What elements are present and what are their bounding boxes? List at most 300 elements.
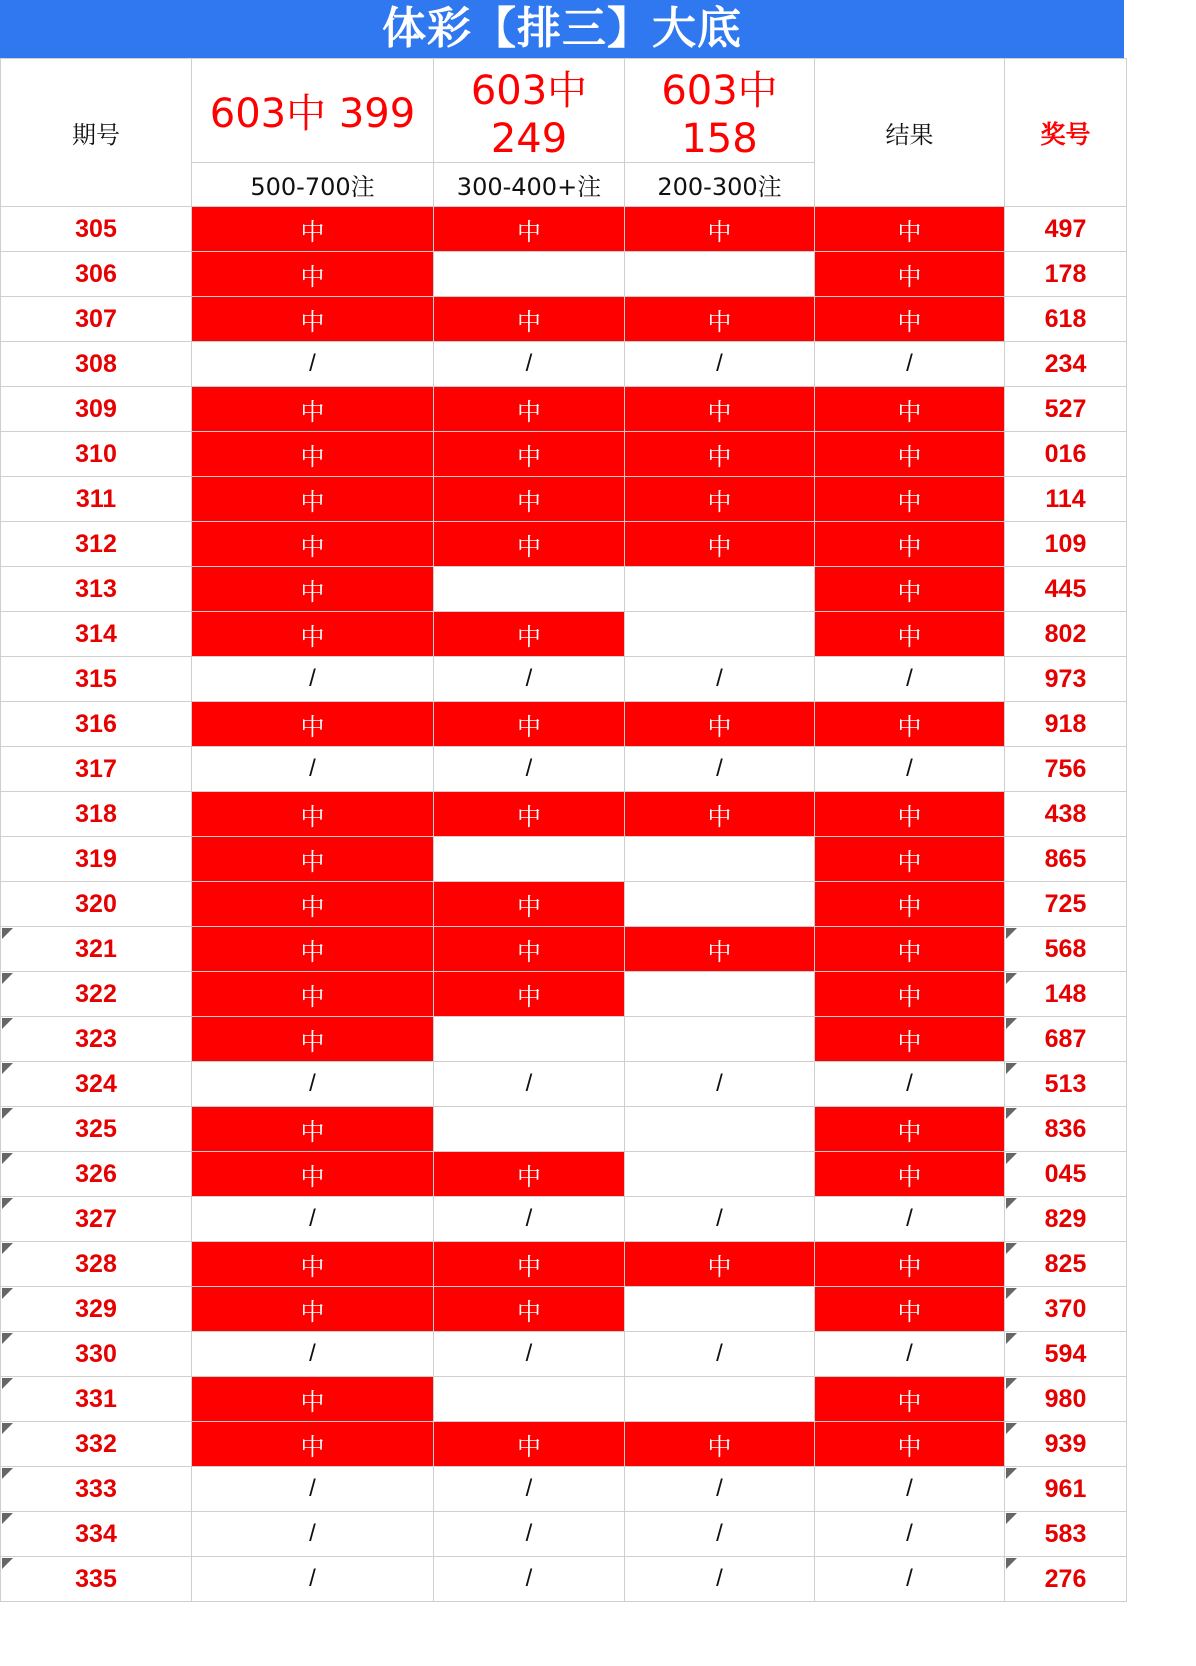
comment-indicator-icon — [2, 928, 13, 939]
plan-3-cell[interactable]: 中 — [625, 522, 815, 567]
table-row — [1, 1557, 1127, 1602]
period-value: 321 — [75, 934, 117, 963]
award-cell[interactable] — [1005, 342, 1127, 387]
plan-3-cell[interactable]: 中 — [625, 387, 815, 432]
period-cell[interactable] — [1, 342, 192, 387]
plan-1-cell[interactable]: / — [192, 1062, 434, 1107]
period-cell[interactable] — [1, 1332, 192, 1377]
table-row — [1, 207, 1127, 252]
plan-2-cell[interactable]: 中 — [434, 432, 625, 477]
award-cell[interactable] — [1005, 1152, 1127, 1197]
result-cell[interactable]: 中 — [815, 1377, 1005, 1422]
period-cell[interactable] — [1, 657, 192, 702]
period-cell[interactable] — [1, 522, 192, 567]
plan-3-cell[interactable]: 中 — [625, 792, 815, 837]
table-row — [1, 1512, 1127, 1557]
award-cell[interactable] — [1005, 882, 1127, 927]
plan-3-cell[interactable] — [625, 837, 815, 882]
award-cell[interactable] — [1005, 1242, 1127, 1287]
award-value: 836 — [1044, 1114, 1087, 1143]
result-cell[interactable]: 中 — [815, 252, 1005, 297]
period-cell[interactable] — [1, 207, 192, 252]
table-row — [1, 612, 1127, 657]
plan-2-cell[interactable]: 中 — [434, 1287, 625, 1332]
result-cell[interactable]: / — [815, 747, 1005, 792]
plan-2-cell[interactable] — [434, 1377, 625, 1422]
table-row — [1, 792, 1127, 837]
period-value: 326 — [75, 1159, 117, 1188]
plan-1-cell[interactable]: 中 — [192, 1152, 434, 1197]
period-cell[interactable] — [1, 792, 192, 837]
plan-1-cell[interactable]: 中 — [192, 972, 434, 1017]
award-cell[interactable] — [1005, 1287, 1127, 1332]
plan-3-cell[interactable]: 中 — [625, 927, 815, 972]
award-cell[interactable] — [1005, 792, 1127, 837]
plan-1-cell[interactable]: / — [192, 657, 434, 702]
table-row — [1, 1152, 1127, 1197]
plan-3-cell[interactable]: / — [625, 657, 815, 702]
plan-1-cell[interactable]: 中 — [192, 297, 434, 342]
period-cell[interactable] — [1, 477, 192, 522]
result-cell[interactable]: 中 — [815, 882, 1005, 927]
comment-indicator-icon — [1006, 1063, 1017, 1074]
award-cell[interactable] — [1005, 1377, 1127, 1422]
period-cell[interactable] — [1, 1197, 192, 1242]
period-value: 308 — [75, 349, 117, 378]
plan-3-cell[interactable]: / — [625, 1557, 815, 1602]
plan-1-cell[interactable]: 中 — [192, 432, 434, 477]
award-value: 568 — [1044, 934, 1087, 963]
period-cell[interactable] — [1, 972, 192, 1017]
result-cell[interactable]: 中 — [815, 1152, 1005, 1197]
comment-indicator-icon — [2, 1198, 13, 1209]
plan-1-cell[interactable]: / — [192, 1332, 434, 1377]
plan-1-cell[interactable]: 中 — [192, 1287, 434, 1332]
comment-indicator-icon — [1006, 1108, 1017, 1119]
result-cell[interactable]: 中 — [815, 1422, 1005, 1467]
award-value: 583 — [1044, 1519, 1087, 1548]
award-cell[interactable] — [1005, 252, 1127, 297]
table-row — [1, 702, 1127, 747]
plan-2-cell[interactable]: / — [434, 747, 625, 792]
period-cell[interactable] — [1, 927, 192, 972]
table-row — [1, 927, 1127, 972]
plan-2-cell[interactable]: 中 — [434, 972, 625, 1017]
plan-3-cell[interactable]: 中 — [625, 702, 815, 747]
table-row — [1, 972, 1127, 1017]
plan-1-cell[interactable]: / — [192, 747, 434, 792]
award-cell[interactable] — [1005, 837, 1127, 882]
result-cell[interactable]: 中 — [815, 612, 1005, 657]
result-cell[interactable]: 中 — [815, 792, 1005, 837]
plan-2-cell[interactable]: 中 — [434, 882, 625, 927]
plan-1-cell[interactable]: / — [192, 342, 434, 387]
period-cell[interactable] — [1, 297, 192, 342]
table-row — [1, 1017, 1127, 1062]
plan-3-cell[interactable] — [625, 1152, 815, 1197]
award-cell[interactable] — [1005, 1557, 1127, 1602]
plan-2-cell[interactable]: / — [434, 1197, 625, 1242]
comment-indicator-icon — [1006, 1423, 1017, 1434]
table-row — [1, 747, 1127, 792]
table-row — [1, 1062, 1127, 1107]
comment-indicator-icon — [2, 973, 13, 984]
award-value: 234 — [1044, 349, 1087, 378]
plan-1-cell[interactable]: 中 — [192, 612, 434, 657]
comment-indicator-icon — [2, 1558, 13, 1569]
award-value: 513 — [1044, 1069, 1087, 1098]
award-value: 865 — [1044, 844, 1087, 873]
period-cell[interactable] — [1, 1062, 192, 1107]
period-cell[interactable] — [1, 1512, 192, 1557]
plan-name-2: 603中249 — [434, 59, 625, 163]
plan-2-cell[interactable] — [434, 1107, 625, 1152]
plan-2-cell[interactable] — [434, 252, 625, 297]
comment-indicator-icon — [2, 1333, 13, 1344]
award-cell[interactable] — [1005, 1332, 1127, 1377]
table-row — [1, 297, 1127, 342]
result-cell[interactable]: / — [815, 1512, 1005, 1557]
period-cell[interactable] — [1, 567, 192, 612]
plan-1-cell[interactable]: 中 — [192, 702, 434, 747]
period-cell[interactable] — [1, 1467, 192, 1512]
award-cell[interactable] — [1005, 1197, 1127, 1242]
period-cell[interactable] — [1, 387, 192, 432]
plan-1-cell[interactable]: 中 — [192, 1377, 434, 1422]
plan-2-cell[interactable] — [434, 837, 625, 882]
plan-2-cell[interactable]: 中 — [434, 927, 625, 972]
plan-3-cell[interactable] — [625, 972, 815, 1017]
plan-2-cell[interactable]: / — [434, 657, 625, 702]
plan-3-cell[interactable]: / — [625, 1197, 815, 1242]
award-cell[interactable] — [1005, 567, 1127, 612]
plan-3-cell[interactable]: 中 — [625, 432, 815, 477]
plan-1-cell[interactable]: 中 — [192, 837, 434, 882]
period-value: 324 — [75, 1069, 117, 1098]
period-value: 335 — [75, 1564, 117, 1593]
table-row — [1, 1197, 1127, 1242]
period-cell[interactable] — [1, 252, 192, 297]
period-header: 期号 — [1, 59, 192, 207]
comment-indicator-icon — [2, 1153, 13, 1164]
period-cell[interactable] — [1, 1242, 192, 1287]
award-cell[interactable] — [1005, 1422, 1127, 1467]
period-value: 327 — [75, 1204, 117, 1233]
award-value: 497 — [1044, 214, 1087, 243]
plan-range-3: 200-300注 — [625, 163, 815, 207]
result-cell[interactable]: / — [815, 1197, 1005, 1242]
plan-2-cell[interactable]: / — [434, 1467, 625, 1512]
award-value: 961 — [1044, 1474, 1087, 1503]
award-cell[interactable] — [1005, 207, 1127, 252]
plan-1-cell[interactable]: 中 — [192, 927, 434, 972]
plan-1-cell[interactable]: / — [192, 1557, 434, 1602]
comment-indicator-icon — [1006, 973, 1017, 984]
plan-2-cell[interactable]: / — [434, 1557, 625, 1602]
result-cell[interactable]: 中 — [815, 567, 1005, 612]
plan-3-cell[interactable] — [625, 882, 815, 927]
plan-2-cell[interactable]: 中 — [434, 1242, 625, 1287]
award-value: 114 — [1045, 484, 1086, 513]
table-row — [1, 882, 1127, 927]
table-row — [1, 657, 1127, 702]
period-cell[interactable] — [1, 612, 192, 657]
award-cell[interactable] — [1005, 297, 1127, 342]
result-cell[interactable]: / — [815, 657, 1005, 702]
comment-indicator-icon — [1006, 1513, 1017, 1524]
period-value: 310 — [75, 439, 117, 468]
plan-3-cell[interactable] — [625, 1377, 815, 1422]
period-cell[interactable] — [1, 1377, 192, 1422]
award-value: 016 — [1044, 439, 1087, 468]
plan-range-2: 300-400+注 — [434, 163, 625, 207]
award-cell[interactable] — [1005, 387, 1127, 432]
comment-indicator-icon — [2, 1063, 13, 1074]
period-cell[interactable] — [1, 747, 192, 792]
comment-indicator-icon — [1006, 1468, 1017, 1479]
comment-indicator-icon — [2, 1468, 13, 1479]
period-cell[interactable] — [1, 1422, 192, 1467]
period-cell[interactable] — [1, 432, 192, 477]
award-cell[interactable] — [1005, 432, 1127, 477]
award-cell[interactable] — [1005, 927, 1127, 972]
period-cell[interactable] — [1, 1017, 192, 1062]
plan-1-cell[interactable]: 中 — [192, 1107, 434, 1152]
award-cell[interactable] — [1005, 747, 1127, 792]
result-header: 结果 — [815, 59, 1005, 207]
period-cell[interactable] — [1, 837, 192, 882]
award-value: 973 — [1044, 664, 1087, 693]
comment-indicator-icon — [1006, 1333, 1017, 1344]
period-value: 315 — [75, 664, 117, 693]
period-value: 314 — [75, 619, 117, 648]
period-value: 329 — [75, 1294, 117, 1323]
plan-1-cell[interactable]: / — [192, 1467, 434, 1512]
plan-2-cell[interactable]: 中 — [434, 477, 625, 522]
period-value: 307 — [75, 304, 117, 333]
period-value: 305 — [75, 214, 117, 243]
plan-1-cell[interactable]: 中 — [192, 1242, 434, 1287]
plan-3-cell[interactable]: / — [625, 1062, 815, 1107]
award-value: 918 — [1044, 709, 1087, 738]
award-cell[interactable] — [1005, 477, 1127, 522]
plan-2-cell[interactable]: 中 — [434, 792, 625, 837]
award-value: 725 — [1044, 889, 1087, 918]
period-value: 311 — [75, 484, 117, 513]
award-cell[interactable] — [1005, 1062, 1127, 1107]
comment-indicator-icon — [2, 1108, 13, 1119]
period-cell[interactable] — [1, 1152, 192, 1197]
award-cell[interactable] — [1005, 702, 1127, 747]
comment-indicator-icon — [1006, 1243, 1017, 1254]
result-cell[interactable]: 中 — [815, 297, 1005, 342]
result-cell[interactable]: 中 — [815, 207, 1005, 252]
comment-indicator-icon — [1006, 1198, 1017, 1209]
result-cell[interactable]: 中 — [815, 477, 1005, 522]
plan-3-cell[interactable]: 中 — [625, 477, 815, 522]
plan-1-cell[interactable]: 中 — [192, 1422, 434, 1467]
result-cell[interactable]: 中 — [815, 1107, 1005, 1152]
plan-1-cell[interactable]: 中 — [192, 792, 434, 837]
plan-1-cell[interactable]: 中 — [192, 567, 434, 612]
plan-2-cell[interactable]: 中 — [434, 387, 625, 432]
plan-2-cell[interactable]: 中 — [434, 207, 625, 252]
plan-3-cell[interactable]: / — [625, 1467, 815, 1512]
award-value: 825 — [1044, 1249, 1087, 1278]
plan-3-cell[interactable] — [625, 612, 815, 657]
result-cell[interactable]: / — [815, 1557, 1005, 1602]
results-table — [0, 58, 1127, 1602]
plan-2-cell[interactable]: / — [434, 1062, 625, 1107]
table-row — [1, 432, 1127, 477]
plan-2-cell[interactable]: 中 — [434, 1152, 625, 1197]
award-cell[interactable] — [1005, 1512, 1127, 1557]
period-value: 323 — [75, 1024, 117, 1053]
period-value: 331 — [75, 1384, 117, 1413]
table-row — [1, 1107, 1127, 1152]
plan-1-cell[interactable]: 中 — [192, 477, 434, 522]
award-value: 939 — [1044, 1429, 1087, 1458]
comment-indicator-icon — [1006, 1378, 1017, 1389]
period-value: 334 — [75, 1519, 117, 1548]
table-row — [1, 1242, 1127, 1287]
result-cell[interactable]: 中 — [815, 1242, 1005, 1287]
award-value: 829 — [1044, 1204, 1087, 1233]
result-cell[interactable]: 中 — [815, 702, 1005, 747]
award-value: 148 — [1044, 979, 1087, 1008]
result-cell[interactable]: 中 — [815, 432, 1005, 477]
plan-3-cell[interactable] — [625, 1017, 815, 1062]
comment-indicator-icon — [1006, 1288, 1017, 1299]
award-value: 594 — [1044, 1339, 1087, 1368]
result-cell[interactable]: / — [815, 1332, 1005, 1377]
period-cell[interactable] — [1, 1287, 192, 1332]
table-row — [1, 522, 1127, 567]
period-value: 306 — [75, 259, 117, 288]
plan-3-cell[interactable] — [625, 252, 815, 297]
table-row — [1, 567, 1127, 612]
plan-3-cell[interactable]: 中 — [625, 1242, 815, 1287]
period-value: 320 — [75, 889, 117, 918]
period-value: 325 — [75, 1114, 117, 1143]
result-cell[interactable]: 中 — [815, 1017, 1005, 1062]
award-cell[interactable] — [1005, 522, 1127, 567]
period-value: 332 — [75, 1429, 117, 1458]
result-cell[interactable]: 中 — [815, 522, 1005, 567]
award-cell[interactable] — [1005, 657, 1127, 702]
plan-3-cell[interactable]: 中 — [625, 297, 815, 342]
table-row — [1, 252, 1127, 297]
award-value: 109 — [1044, 529, 1087, 558]
plan-2-cell[interactable]: 中 — [434, 702, 625, 747]
period-cell[interactable] — [1, 882, 192, 927]
comment-indicator-icon — [2, 1378, 13, 1389]
plan-1-cell[interactable]: 中 — [192, 207, 434, 252]
result-cell[interactable]: 中 — [815, 972, 1005, 1017]
plan-1-cell[interactable]: 中 — [192, 882, 434, 927]
result-cell[interactable]: / — [815, 342, 1005, 387]
table-row — [1, 1332, 1127, 1377]
table-body — [1, 207, 1127, 1602]
plan-2-cell[interactable]: / — [434, 1512, 625, 1557]
award-value: 687 — [1044, 1024, 1087, 1053]
sheet-title: 体彩【排三】大底 — [0, 0, 1124, 58]
award-value: 178 — [1044, 259, 1087, 288]
table-row — [1, 1377, 1127, 1422]
plan-2-cell[interactable] — [434, 567, 625, 612]
plan-1-cell[interactable]: / — [192, 1197, 434, 1242]
period-value: 330 — [75, 1339, 117, 1368]
award-value: 980 — [1044, 1384, 1087, 1413]
plan-2-cell[interactable]: 中 — [434, 522, 625, 567]
result-cell[interactable]: / — [815, 1062, 1005, 1107]
plan-2-cell[interactable]: 中 — [434, 1422, 625, 1467]
period-value: 328 — [75, 1249, 117, 1278]
plan-2-cell[interactable] — [434, 1017, 625, 1062]
plan-3-cell[interactable] — [625, 1287, 815, 1332]
award-cell[interactable] — [1005, 1107, 1127, 1152]
period-value: 318 — [75, 799, 117, 828]
table-row — [1, 477, 1127, 522]
result-cell[interactable]: / — [815, 1467, 1005, 1512]
award-value: 618 — [1044, 304, 1087, 333]
comment-indicator-icon — [1006, 1018, 1017, 1029]
plan-3-cell[interactable]: / — [625, 1332, 815, 1377]
plan-1-cell[interactable]: / — [192, 1512, 434, 1557]
period-value: 312 — [75, 529, 117, 558]
award-value: 276 — [1044, 1564, 1087, 1593]
plan-3-cell[interactable]: / — [625, 1512, 815, 1557]
comment-indicator-icon — [2, 1243, 13, 1254]
result-cell[interactable]: 中 — [815, 837, 1005, 882]
plan-1-cell[interactable]: 中 — [192, 522, 434, 567]
result-cell[interactable]: 中 — [815, 927, 1005, 972]
table-row — [1, 342, 1127, 387]
period-value: 317 — [75, 754, 117, 783]
plan-2-cell[interactable]: 中 — [434, 612, 625, 657]
plan-3-cell[interactable]: / — [625, 342, 815, 387]
plan-1-cell[interactable]: 中 — [192, 1017, 434, 1062]
award-cell[interactable] — [1005, 1017, 1127, 1062]
plan-3-cell[interactable]: / — [625, 747, 815, 792]
period-cell[interactable] — [1, 702, 192, 747]
plan-3-cell[interactable]: 中 — [625, 207, 815, 252]
plan-3-cell[interactable]: 中 — [625, 1422, 815, 1467]
comment-indicator-icon — [2, 1423, 13, 1434]
period-value: 309 — [75, 394, 117, 423]
plan-2-cell[interactable]: 中 — [434, 297, 625, 342]
plan-1-cell[interactable]: 中 — [192, 387, 434, 432]
period-cell[interactable] — [1, 1107, 192, 1152]
period-cell[interactable] — [1, 1557, 192, 1602]
award-value: 438 — [1044, 799, 1087, 828]
award-value: 756 — [1044, 754, 1087, 783]
table-row — [1, 1467, 1127, 1512]
award-cell[interactable] — [1005, 1467, 1127, 1512]
plan-1-cell[interactable]: 中 — [192, 252, 434, 297]
plan-2-cell[interactable]: / — [434, 342, 625, 387]
result-cell[interactable]: 中 — [815, 1287, 1005, 1332]
plan-2-cell[interactable]: / — [434, 1332, 625, 1377]
comment-indicator-icon — [1006, 928, 1017, 939]
award-value: 045 — [1044, 1159, 1087, 1188]
plan-3-cell[interactable] — [625, 1107, 815, 1152]
result-cell[interactable]: 中 — [815, 387, 1005, 432]
plan-3-cell[interactable] — [625, 567, 815, 612]
award-cell[interactable] — [1005, 972, 1127, 1017]
comment-indicator-icon — [1006, 1558, 1017, 1569]
award-cell[interactable] — [1005, 612, 1127, 657]
